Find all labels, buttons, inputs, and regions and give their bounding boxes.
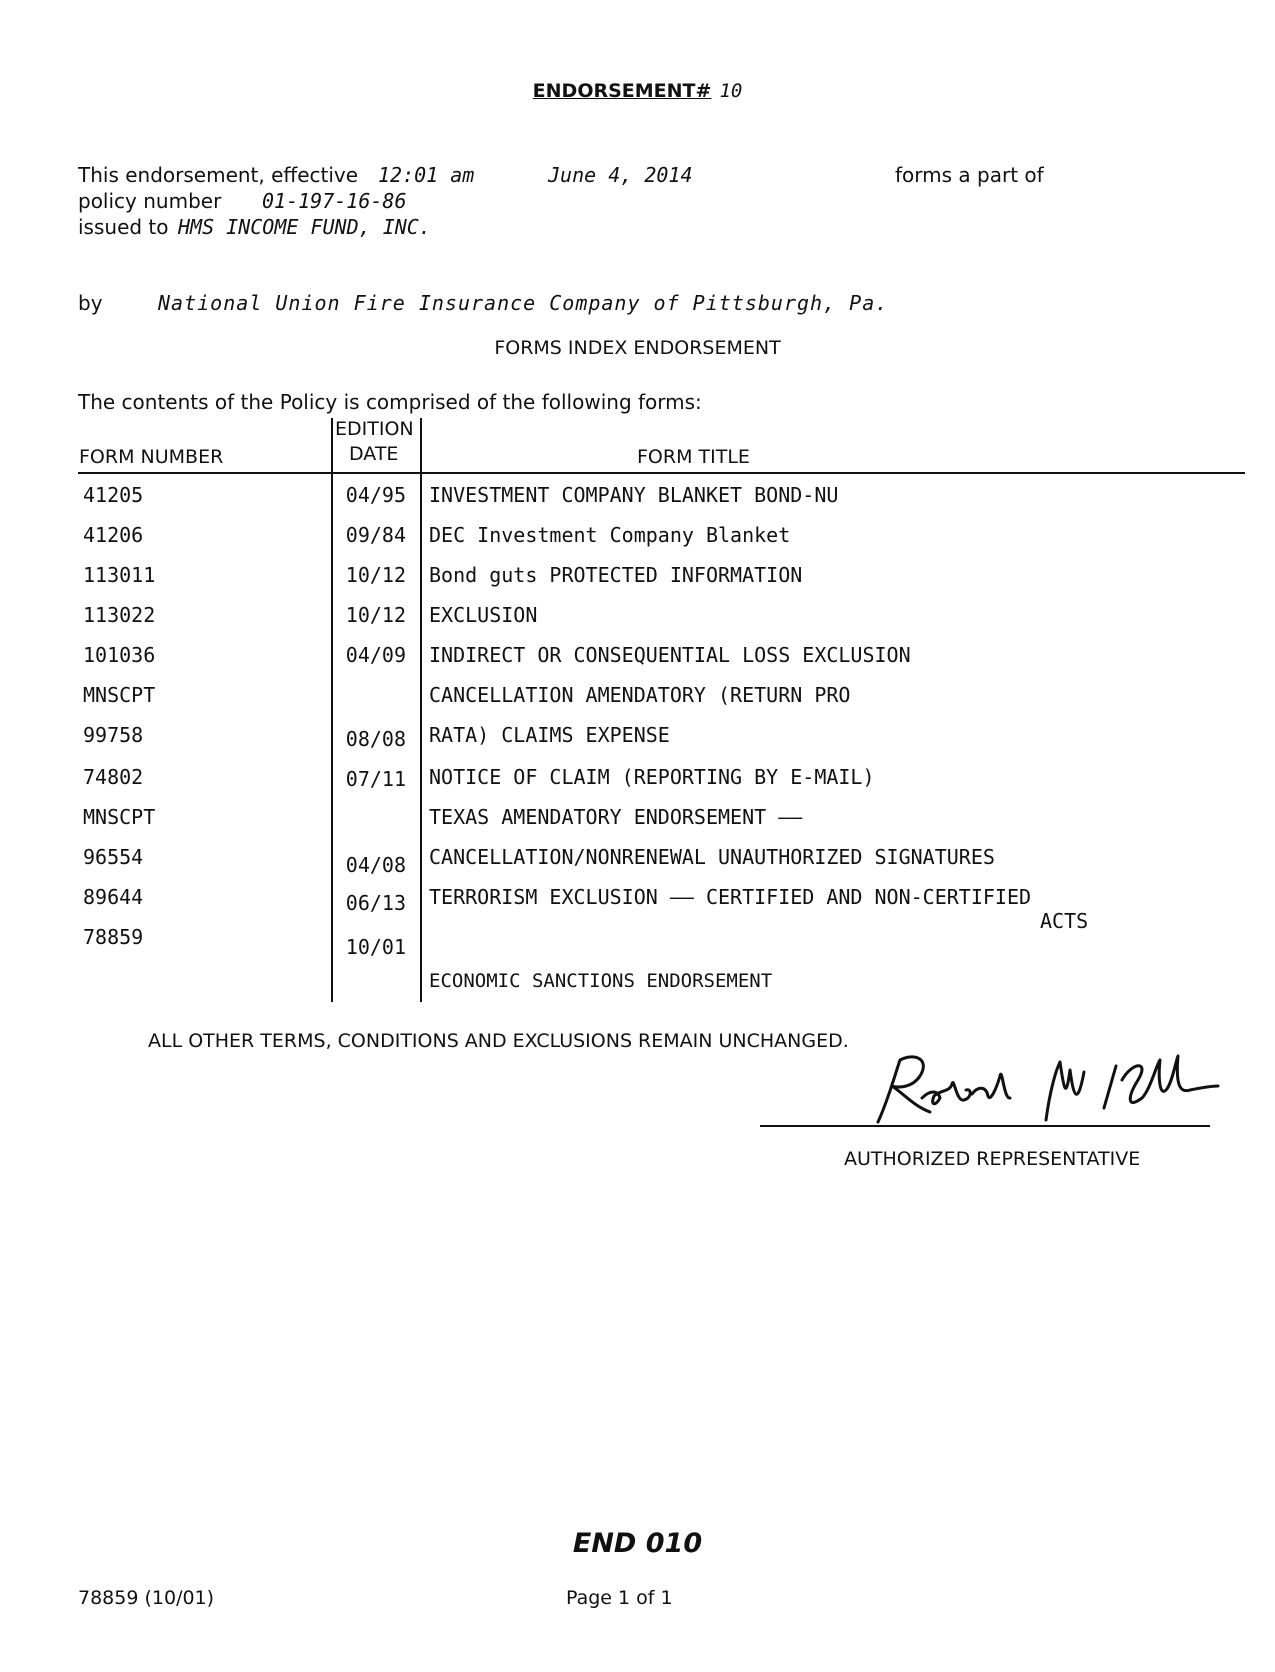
- form-title-cell: INVESTMENT COMPANY BLANKET BOND-NU: [429, 483, 839, 507]
- edition-header-line1: EDITION: [335, 418, 414, 440]
- form-number-cell: 113022: [83, 603, 156, 627]
- effective-time: 12:01 am: [378, 163, 475, 187]
- form-number-cell: 101036: [83, 643, 156, 667]
- form-reference: 78859 (10/01): [78, 1587, 215, 1609]
- policy-number: 01-197-16-86: [262, 189, 407, 213]
- form-title-cell: ACTS: [1040, 909, 1089, 933]
- form-title-cell: NOTICE OF CLAIM (REPORTING BY E-MAIL): [429, 765, 875, 789]
- edition-date-cell: 10/12: [345, 563, 406, 587]
- form-number-cell: MNSCPT: [83, 683, 156, 707]
- table-row: [0, 723, 1275, 763]
- endorsement-label: ENDORSEMENT#: [532, 80, 712, 102]
- edition-date-cell: 10/12: [345, 603, 406, 627]
- form-title-cell: RATA) CLAIMS EXPENSE: [429, 723, 670, 747]
- form-title-cell: TEXAS AMENDATORY ENDORSEMENT ——: [429, 805, 803, 829]
- edition-date-cell: 04/09: [345, 643, 406, 667]
- edition-date-cell: 10/01: [345, 935, 406, 959]
- contents-intro: The contents of the Policy is comprised of the following forms:: [78, 390, 702, 414]
- table-row: [0, 643, 1275, 683]
- endorsement-title: FORMS INDEX ENDORSEMENT: [494, 337, 781, 359]
- closing-statement: ALL OTHER TERMS, CONDITIONS AND EXCLUSIONS REMAIN UNCHANGED.: [148, 1030, 849, 1052]
- insurer-name: National Union Fire Insurance Company of Pittsburgh, Pa.: [158, 291, 889, 315]
- form-title-cell: DEC Investment Company Blanket: [429, 523, 791, 547]
- form-number-cell: 99758: [83, 723, 144, 747]
- form-title-header: FORM TITLE: [637, 446, 750, 468]
- edition-date-cell: 04/95: [345, 483, 406, 507]
- form-number-cell: MNSCPT: [83, 805, 156, 829]
- edition-date-cell: 07/11: [345, 767, 406, 791]
- form-title-cell: TERRORISM EXCLUSION —— CERTIFIED AND NON-CERTIFIED: [429, 885, 1032, 909]
- edition-header-line2: DATE: [349, 443, 399, 465]
- effective-prefix: This endorsement, effective: [78, 163, 359, 187]
- trailing-form-title: ECONOMIC SANCTIONS ENDORSEMENT: [429, 970, 773, 992]
- table-row: [0, 683, 1275, 723]
- form-number-header: FORM NUMBER: [79, 446, 224, 468]
- edition-date-cell: 08/08: [345, 727, 406, 751]
- table-row: [0, 563, 1275, 603]
- table-row: [0, 909, 1275, 965]
- edition-date-cell: 06/13: [345, 891, 406, 915]
- edition-date-cell: 09/84: [345, 523, 406, 547]
- table-row: [0, 845, 1275, 885]
- end-code: END 010: [572, 1528, 703, 1559]
- form-title-cell: EXCLUSION: [429, 603, 538, 627]
- signature-line: [760, 1125, 1210, 1127]
- form-title-cell: CANCELLATION/NONRENEWAL UNAUTHORIZED SIGNATURES: [429, 845, 995, 869]
- policy-number-label: policy number: [78, 189, 222, 213]
- form-number-cell: 41205: [83, 483, 144, 507]
- form-number-cell: 78859: [83, 925, 144, 949]
- page-number: Page 1 of 1: [566, 1587, 673, 1609]
- by-label: by: [78, 291, 103, 315]
- endorsement-header: [0, 80, 1275, 103]
- table-row: [0, 805, 1275, 845]
- table-row: [0, 523, 1275, 563]
- forms-part-of: forms a part of: [895, 163, 1044, 187]
- endorsement-number: 10: [719, 80, 743, 102]
- form-title-cell: Bond guts PROTECTED INFORMATION: [429, 563, 803, 587]
- form-title-cell: CANCELLATION AMENDATORY (RETURN PRO: [429, 683, 851, 707]
- form-number-cell: 41206: [83, 523, 144, 547]
- form-number-cell: 96554: [83, 845, 144, 869]
- table-row: [0, 603, 1275, 643]
- signature-image: [860, 1050, 1220, 1130]
- table-header-rule: [78, 472, 1245, 474]
- table-row: [0, 483, 1275, 523]
- form-number-cell: 89644: [83, 885, 144, 909]
- insured-name: HMS INCOME FUND, INC.: [178, 215, 431, 239]
- signature-title: AUTHORIZED REPRESENTATIVE: [844, 1148, 1141, 1170]
- form-number-cell: 113011: [83, 563, 156, 587]
- form-title-cell: INDIRECT OR CONSEQUENTIAL LOSS EXCLUSION: [429, 643, 911, 667]
- form-number-cell: 74802: [83, 765, 144, 789]
- table-row: [0, 765, 1275, 805]
- issued-to-label: issued to: [78, 215, 169, 239]
- edition-date-cell: 04/08: [345, 853, 406, 877]
- effective-date: June 4, 2014: [548, 163, 693, 187]
